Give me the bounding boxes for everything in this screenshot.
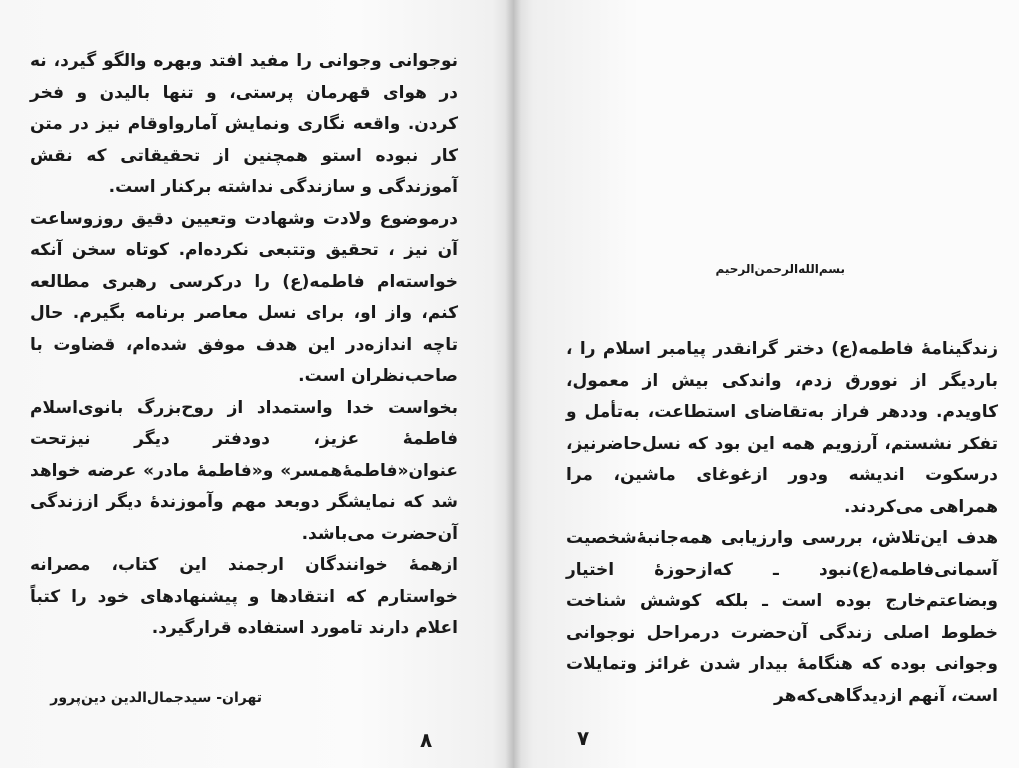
left-page-body [30, 46, 458, 645]
right-paragraph-2: هدف این‌تلاش، بررسی وارزیابی همه‌جانبهٔ‌شخصیت آسمانی‌فاطمه(ع)نبود ـ که‌ازحوزهٔ اختیار وبضاعتم‌خارج بوده است ـ بلکه کوشش شناخت خطوط اصلی زندگی آن‌حضرت درمراحل نوجوانی وجوانی بوده که هنگامهٔ بیدار شدن غرائز وتمایلات است، آنهم ازدیدگاهی‌که‌هر [566, 528, 998, 706]
page-number-right: ۷ [577, 726, 590, 750]
right-page-body [566, 334, 998, 712]
basmala-heading: بسم‌الله‌الرحمن‌الرحیم [715, 262, 845, 276]
author-signature: تهران- سیدجمال‌الدین دین‌پرور [50, 690, 262, 706]
page-number-left: ۸ [420, 728, 433, 752]
left-paragraph-2: درموضوع ولادت وشهادت وتعیین دقیق روزوساعت آن نیز ، تحقیق وتتبعی نکرده‌ام. کوتاه سخن آنکه خواسته‌ام فاطمه(ع) را درکرسی رهبری مطالعه کنم، واز او، برای نسل معاصر برنامه بگیرم. حال تاچه اندازه‌در این هدف موفق شده‌ام، قضاوت با صاحب‌نظران است. [30, 208, 458, 386]
left-paragraph-4: ازهمهٔ خوانندگان ارجمند این کتاب، مصرانه خواستارم که انتقادها و پیشنهادهای خود را کتباً اعلام دارند تامورد استفاده قرارگیرد. [30, 555, 458, 638]
left-paragraph-1: نوجوانی وجوانی را مفید افتد وبهره والگو گیرد، نه در هوای قهرمان پرستی، و تنها بالیدن و فخر کردن. واقعه نگاری ونمایش آمارواوقام نیز در متن کار نبوده استو همچنین از تحقیقاتی که نقش آموزندگی و سازندگی نداشته برکنار است. [30, 51, 458, 197]
left-paragraph-3: بخواست خدا واستمداد از روح‌بزرگ بانوی‌اسلام فاطمهٔ عزیز، دودفتر دیگر نیزتحت عنوان«فاطمهٔ‌همسر» و«فاطمهٔ مادر» عرضه خواهد شد که نمایشگر دوبعد مهم وآموزندهٔ دیگر اززندگی آن‌حضرت می‌باشد. [30, 397, 458, 544]
right-paragraph-1: زندگینامهٔ فاطمه(ع) دختر گرانقدر پیامبر اسلام را ، باردیگر از نوورق زدم، واندکی بیش از معمول، کاویدم. وددهر فراز به‌تقاضای استطاعت، به‌تأمل و تفکر نشستم، آرزویم همه این بود که نسل‌حاضر‌نیز، درسکوت اندیشه ودور ازغوغای ماشین، مرا همراهی می‌کردند. [566, 339, 998, 517]
book-gutter [505, 0, 521, 768]
